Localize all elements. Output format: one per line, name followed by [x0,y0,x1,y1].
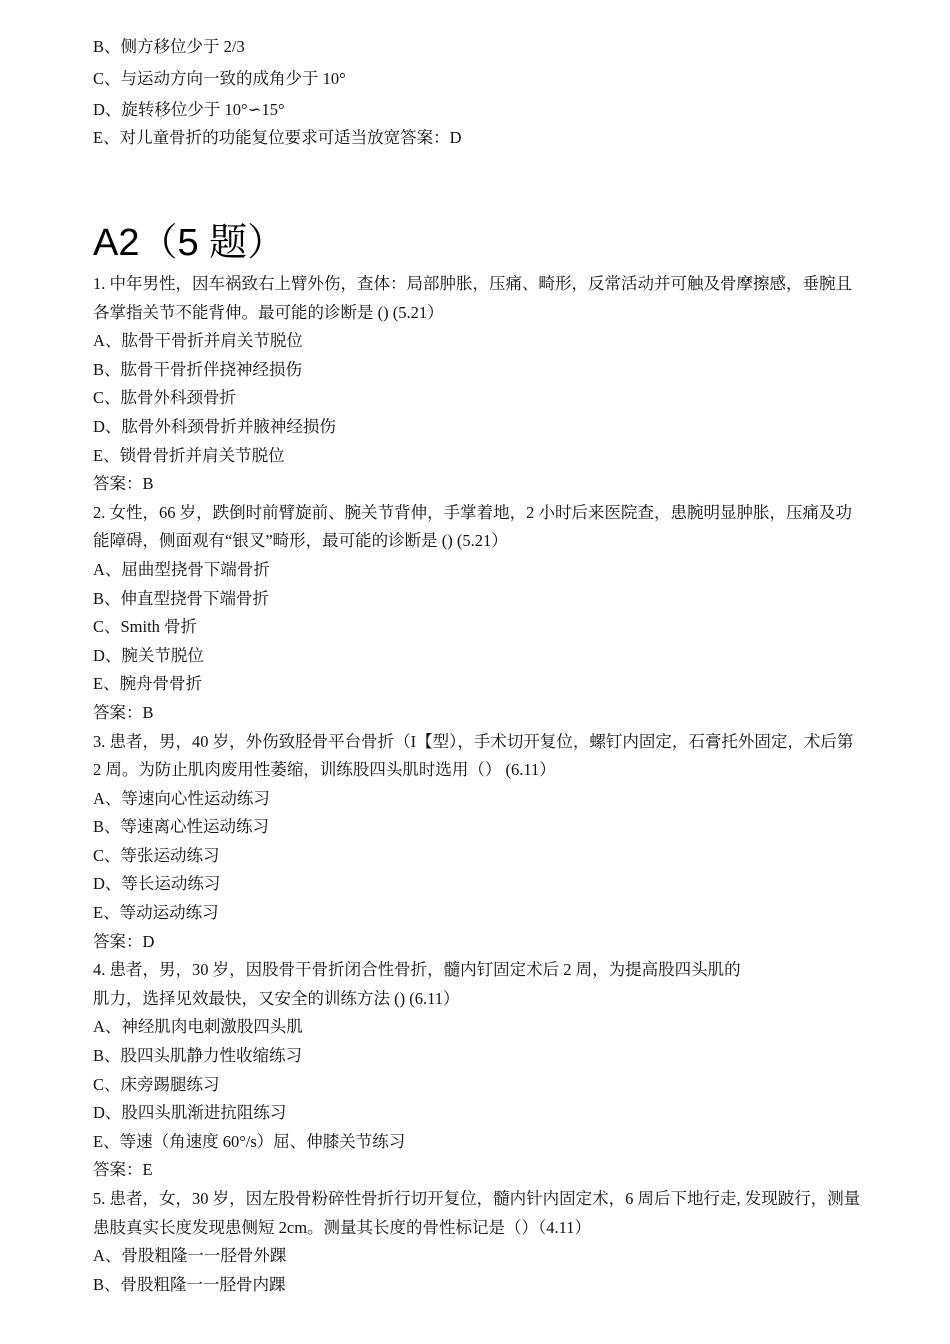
question-1 [93,270,862,499]
previous-question-options [93,33,862,153]
answer: 答案：E [93,1160,153,1180]
option-e: E、等动运动练习 [93,903,219,923]
option-a: A、肱骨干骨折并肩关节脱位 [93,331,303,351]
question-stem: 3. 患者，男，40 岁，外伤致胫骨平台骨折（I【型），手术切开复位，螺钉内固定，石膏托外固定，术后第 2 周。为防止肌肉废用性萎缩，训练股四头肌时选用（） (6.11） [93,731,854,780]
question-5 [93,1185,862,1299]
option-e: E、等速（角速度 60°/s）屈、伸膝关节练习 [93,1131,406,1151]
question-4 [93,956,862,1185]
option-d: D、旋转移位少于 10°∽15° [93,99,285,119]
question-stem: 5. 患者，女，30 岁，因左股骨粉碎性骨折行切开复位，髓内针内固定术，6 周后下地行走, 发现跛行，测量患肢真实长度发现患侧短 2cm。测量其长度的骨性标记是（）（4.11） [93,1189,861,1237]
option-c: C、与运动方向一致的成角少于 10° [93,68,346,88]
question-3 [93,728,862,957]
question-stem-line-1: 4. 患者，男，30 岁，因股骨干骨折闭合性骨折，髓内钉固定术后 2 周，为提高股四头肌的 [93,960,741,980]
option-b: B、股四头肌静力性收缩练习 [93,1046,303,1066]
question-list [93,270,862,1299]
option-a: A、骨股粗隆一一胫骨外踝 [93,1246,287,1266]
option-d: D、股四头肌渐进抗阻练习 [93,1103,287,1123]
option-b: B、骨股粗隆一一胫骨内踝 [93,1274,286,1294]
option-a: A、等速向心性运动练习 [93,788,270,808]
answer: 答案：B [93,474,154,494]
section-heading: A2（5 题） [93,222,286,264]
option-e: E、锁骨骨折并肩关节脱位 [93,445,285,465]
option-c: C、肱骨外科颈骨折 [93,388,237,408]
option-c: C、床旁踢腿练习 [93,1074,220,1094]
question-stem: 1. 中年男性，因车祸致右上臂外伤，查体：局部肿胀，压痛、畸形，反常活动并可触及骨摩擦感，垂腕且各掌指关节不能背伸。最可能的诊断是 () (5.21） [93,274,852,322]
question-stem: 2. 女性，66 岁，跌倒时前臂旋前、腕关节背伸，手掌着地，2 小时后来医院查，患腕明显肿胀，压痛及功能障碍，侧面观有“银叉”畸形，最可能的诊断是 () (5.21） [93,502,852,551]
option-a: A、神经肌肉电刺激股四头肌 [93,1017,303,1037]
answer: 答案：D [93,931,155,951]
option-d: D、肱骨外科颈骨折并腋神经损伤 [93,416,336,436]
option-d: D、等长运动练习 [93,874,221,894]
option-a: A、屈曲型挠骨下端骨折 [93,559,270,579]
answer: 答案：B [93,702,154,722]
option-c: C、Smith 骨折 [93,617,198,637]
option-b: B、伸直型挠骨下端骨折 [93,588,270,608]
option-e-with-answer: E、对儿童骨折的功能复位要求可适当放宽答案：D [93,128,462,148]
option-c: C、等张运动练习 [93,845,220,865]
option-b: B、肱骨干骨折伴挠神经损伤 [93,359,303,379]
option-b: B、等速离心性运动练习 [93,817,270,837]
question-stem-line-2: 肌力，选择见效最快，又安全的训练方法 () (6.11） [93,988,460,1008]
option-e: E、腕舟骨骨折 [93,674,203,694]
question-2 [93,499,862,728]
option-b: B、侧方移位少于 2/3 [93,37,245,56]
option-d: D、腕关节脱位 [93,645,204,665]
